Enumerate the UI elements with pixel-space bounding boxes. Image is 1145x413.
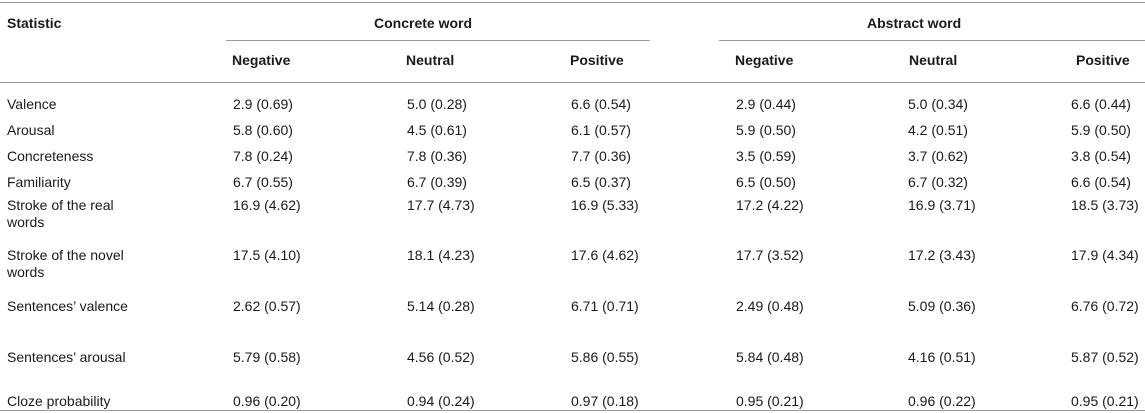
table-cell: 6.6 (0.44) (1071, 96, 1131, 112)
concrete-group-rule (226, 40, 650, 41)
row-label: Sentences’ arousal (7, 349, 126, 365)
table-cell: 6.71 (0.71) (571, 298, 639, 314)
table-cell: 6.7 (0.32) (908, 174, 968, 190)
table-cell: 5.0 (0.34) (908, 96, 968, 112)
col-concrete-neutral: Neutral (406, 52, 455, 68)
abstract-word-header: Abstract word (867, 15, 962, 31)
table-cell: 2.9 (0.69) (233, 96, 293, 112)
table-cell: 17.7 (3.52) (736, 247, 804, 263)
bottom-rule (0, 410, 1145, 411)
row-label: Arousal (7, 122, 55, 138)
table-cell: 6.5 (0.50) (736, 174, 796, 190)
table-cell: 17.7 (4.73) (407, 197, 475, 213)
table-cell: 18.5 (3.73) (1071, 197, 1139, 213)
table-cell: 4.56 (0.52) (407, 349, 475, 365)
table-cell: 5.84 (0.48) (736, 349, 804, 365)
table-cell: 6.6 (0.54) (1071, 174, 1131, 190)
top-rule (0, 2, 1145, 3)
table-cell: 18.1 (4.23) (407, 247, 475, 263)
row-label: Cloze probability (7, 393, 111, 409)
table-cell: 5.79 (0.58) (233, 349, 301, 365)
table-cell: 4.5 (0.61) (407, 122, 467, 138)
table-cell: 17.5 (4.10) (233, 247, 301, 263)
row-label: Familiarity (7, 174, 71, 190)
table-cell: 0.95 (0.21) (1071, 393, 1139, 409)
table-cell: 17.6 (4.62) (571, 247, 639, 263)
table-cell: 5.09 (0.36) (908, 298, 976, 314)
table-cell: 3.7 (0.62) (908, 148, 968, 164)
table-cell: 17.2 (3.43) (908, 247, 976, 263)
table-cell: 6.7 (0.55) (233, 174, 293, 190)
table-cell: 3.8 (0.54) (1071, 148, 1131, 164)
col-abstract-positive: Positive (1076, 52, 1130, 68)
concrete-word-header: Concrete word (374, 15, 473, 31)
row-label: Stroke of the novel words (7, 247, 124, 280)
table-cell: 6.1 (0.57) (571, 122, 631, 138)
table-cell: 0.95 (0.21) (736, 393, 804, 409)
table-cell: 5.9 (0.50) (736, 122, 796, 138)
table-cell: 7.7 (0.36) (571, 148, 631, 164)
table-cell: 17.9 (4.34) (1071, 247, 1139, 263)
row-label: Stroke of the real words (7, 197, 114, 230)
table-cell: 16.9 (3.71) (908, 197, 976, 213)
table-cell: 5.8 (0.60) (233, 122, 293, 138)
row-label: Sentences’ valence (7, 298, 128, 314)
table-cell: 6.5 (0.37) (571, 174, 631, 190)
table-cell: 5.9 (0.50) (1071, 122, 1131, 138)
table-cell: 3.5 (0.59) (736, 148, 796, 164)
table-cell: 2.9 (0.44) (736, 96, 796, 112)
col-concrete-positive: Positive (570, 52, 624, 68)
statistic-header: Statistic (7, 15, 62, 31)
table-cell: 2.49 (0.48) (736, 298, 804, 314)
table-cell: 4.16 (0.51) (908, 349, 976, 365)
header-rule (0, 82, 1145, 83)
table-cell: 6.7 (0.39) (407, 174, 467, 190)
table-cell: 7.8 (0.36) (407, 148, 467, 164)
table-cell: 6.6 (0.54) (571, 96, 631, 112)
table-cell: 0.96 (0.22) (908, 393, 976, 409)
abstract-group-rule (719, 40, 1145, 41)
table-cell: 17.2 (4.22) (736, 197, 804, 213)
table-cell: 4.2 (0.51) (908, 122, 968, 138)
table-cell: 0.94 (0.24) (407, 393, 475, 409)
table-cell: 5.0 (0.28) (407, 96, 467, 112)
table-cell: 16.9 (4.62) (233, 197, 301, 213)
row-label: Concreteness (7, 148, 94, 164)
col-abstract-negative: Negative (735, 52, 794, 68)
table-cell: 2.62 (0.57) (233, 298, 301, 314)
row-label: Valence (7, 96, 57, 112)
table-cell: 0.97 (0.18) (571, 393, 639, 409)
col-abstract-neutral: Neutral (909, 52, 958, 68)
table-cell: 16.9 (5.33) (571, 197, 639, 213)
table-cell: 5.86 (0.55) (571, 349, 639, 365)
table-cell: 6.76 (0.72) (1071, 298, 1139, 314)
table-cell: 5.14 (0.28) (407, 298, 475, 314)
table-cell: 5.87 (0.52) (1071, 349, 1139, 365)
table-cell: 7.8 (0.24) (233, 148, 293, 164)
table-cell: 0.96 (0.20) (233, 393, 301, 409)
col-concrete-negative: Negative (232, 52, 291, 68)
